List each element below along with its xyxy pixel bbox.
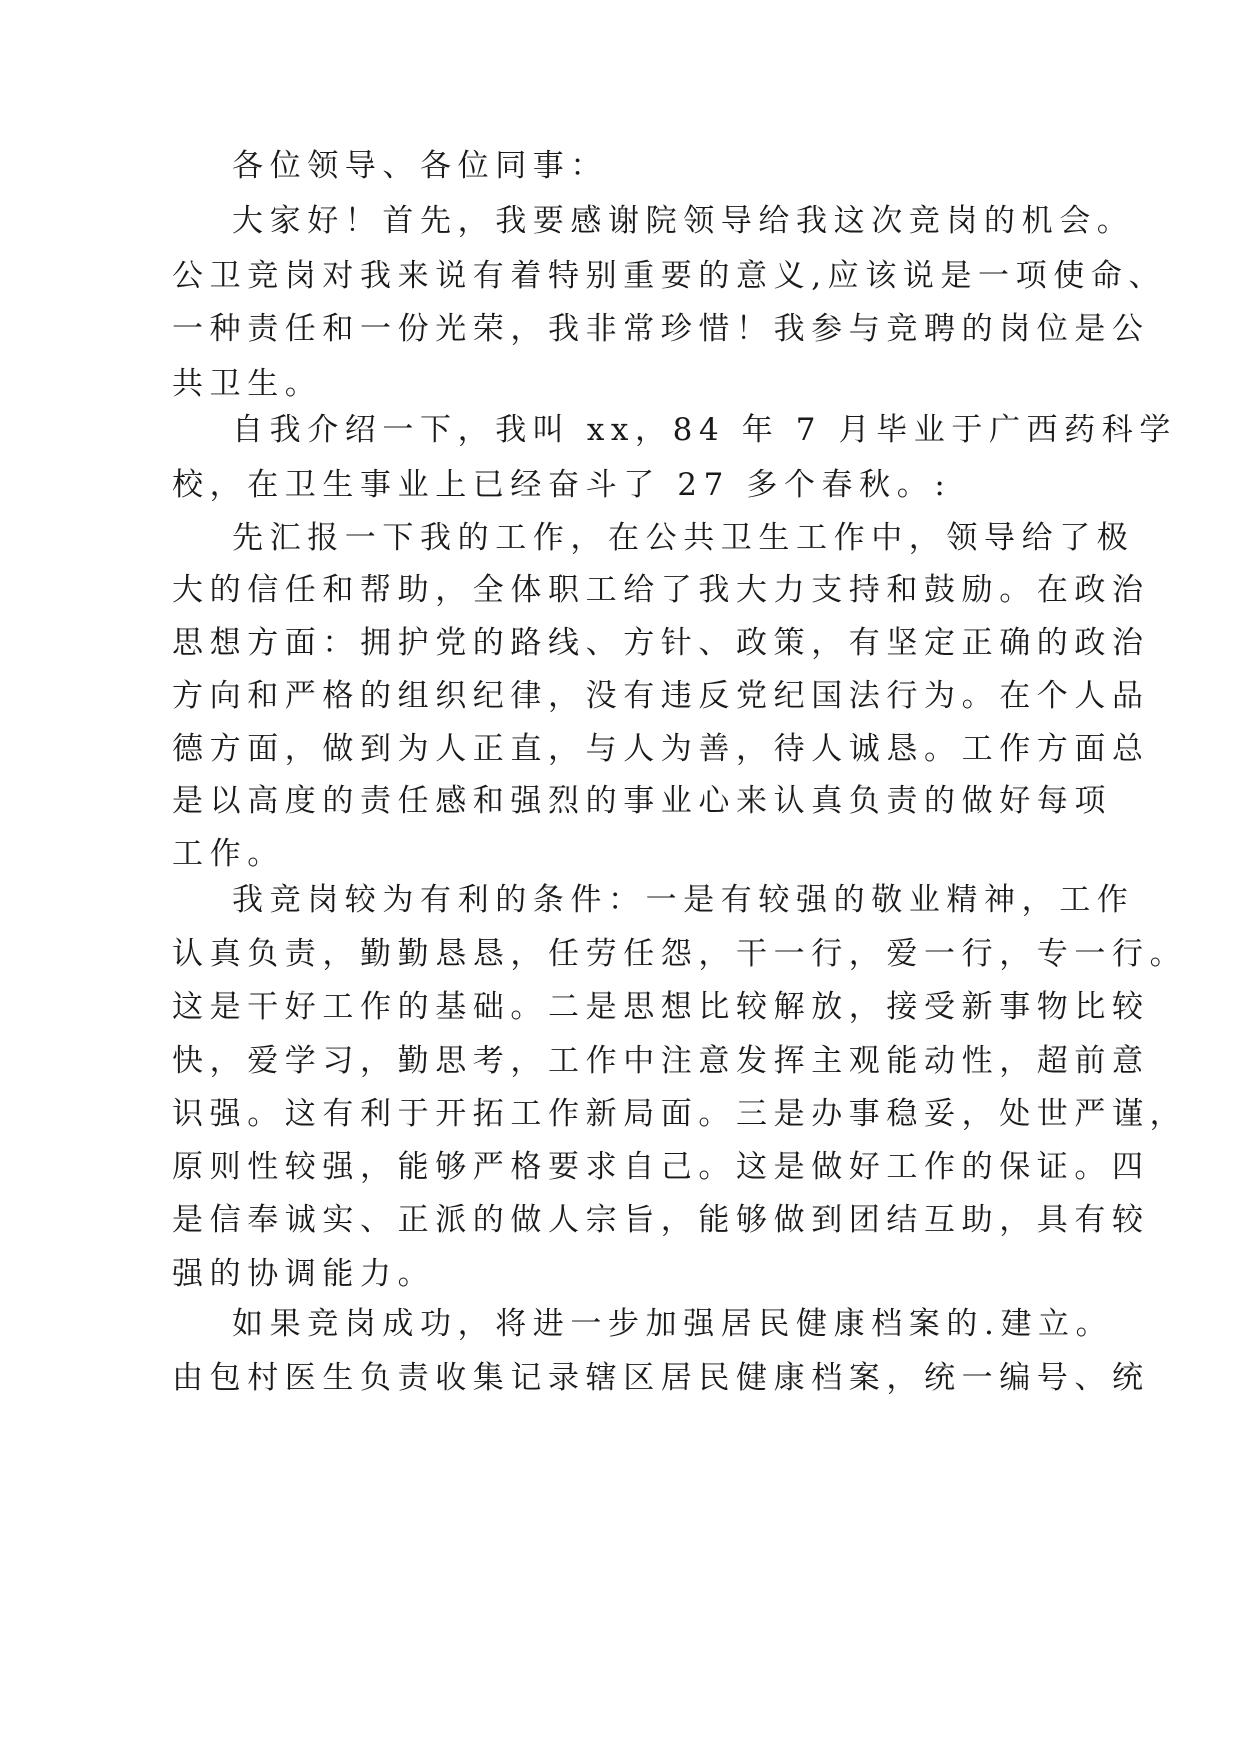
- text-line: 公卫竞岗对我来说有着特别重要的意义,应该说是一项使命、: [172, 258, 1167, 294]
- text-line: 自我介绍一下，我叫 xx，84 年 7 月毕业于广西药科学: [232, 412, 1177, 448]
- text-line: 德方面，做到为人正直，与人为善，待人诚恳。工作方面总: [172, 731, 1150, 767]
- text-line: 校，在卫生事业上已经奋斗了 27 多个春秋。:: [172, 467, 952, 503]
- text-line: 各位领导、各位同事：: [232, 148, 608, 184]
- text-line: 强的协调能力。: [172, 1256, 436, 1292]
- text-line: 认真负责，勤勤恳恳，任劳任怨，干一行，爱一行，专一行。: [172, 936, 1188, 972]
- text-line: 由包村医生负责收集记录辖区居民健康档案，统一编号、统: [172, 1360, 1150, 1396]
- text-line: 是以高度的责任感和强烈的事业心来认真负责的做好每项: [172, 783, 1112, 819]
- text-line: 是信奉诚实、正派的做人宗旨，能够做到团结互助，具有较: [172, 1202, 1150, 1238]
- text-line: 思想方面：拥护党的路线、方针、政策，有坚定正确的政治: [172, 625, 1150, 661]
- text-line: 大的信任和帮助，全体职工给了我大力支持和鼓励。在政治: [172, 572, 1150, 608]
- text-line: 识强。这有利于开拓工作新局面。三是办事稳妥，处世严谨，: [172, 1096, 1188, 1132]
- text-line: 如果竞岗成功，将进一步加强居民健康档案的.建立。: [232, 1306, 1114, 1342]
- text-line: 方向和严格的组织纪律，没有违反党纪国法行为。在个人品: [172, 678, 1150, 714]
- text-line: 原则性较强，能够严格要求自己。这是做好工作的保证。四: [172, 1149, 1150, 1185]
- text-line: 快，爱学习，勤思考，工作中注意发挥主观能动性，超前意: [172, 1043, 1150, 1079]
- text-line: 大家好！首先，我要感谢院领导给我这次竞岗的机会。: [232, 203, 1135, 239]
- text-line: 共卫生。: [172, 366, 323, 402]
- text-line: 我竞岗较为有利的条件：一是有较强的敬业精神，工作: [232, 882, 1135, 918]
- text-line: 先汇报一下我的工作，在公共卫生工作中，领导给了极: [232, 520, 1135, 556]
- text-line: 工作。: [172, 836, 285, 872]
- text-line: 一种责任和一份光荣，我非常珍惜！我参与竞聘的岗位是公: [172, 311, 1150, 347]
- text-line: 这是干好工作的基础。二是思想比较解放，接受新事物比较: [172, 989, 1150, 1025]
